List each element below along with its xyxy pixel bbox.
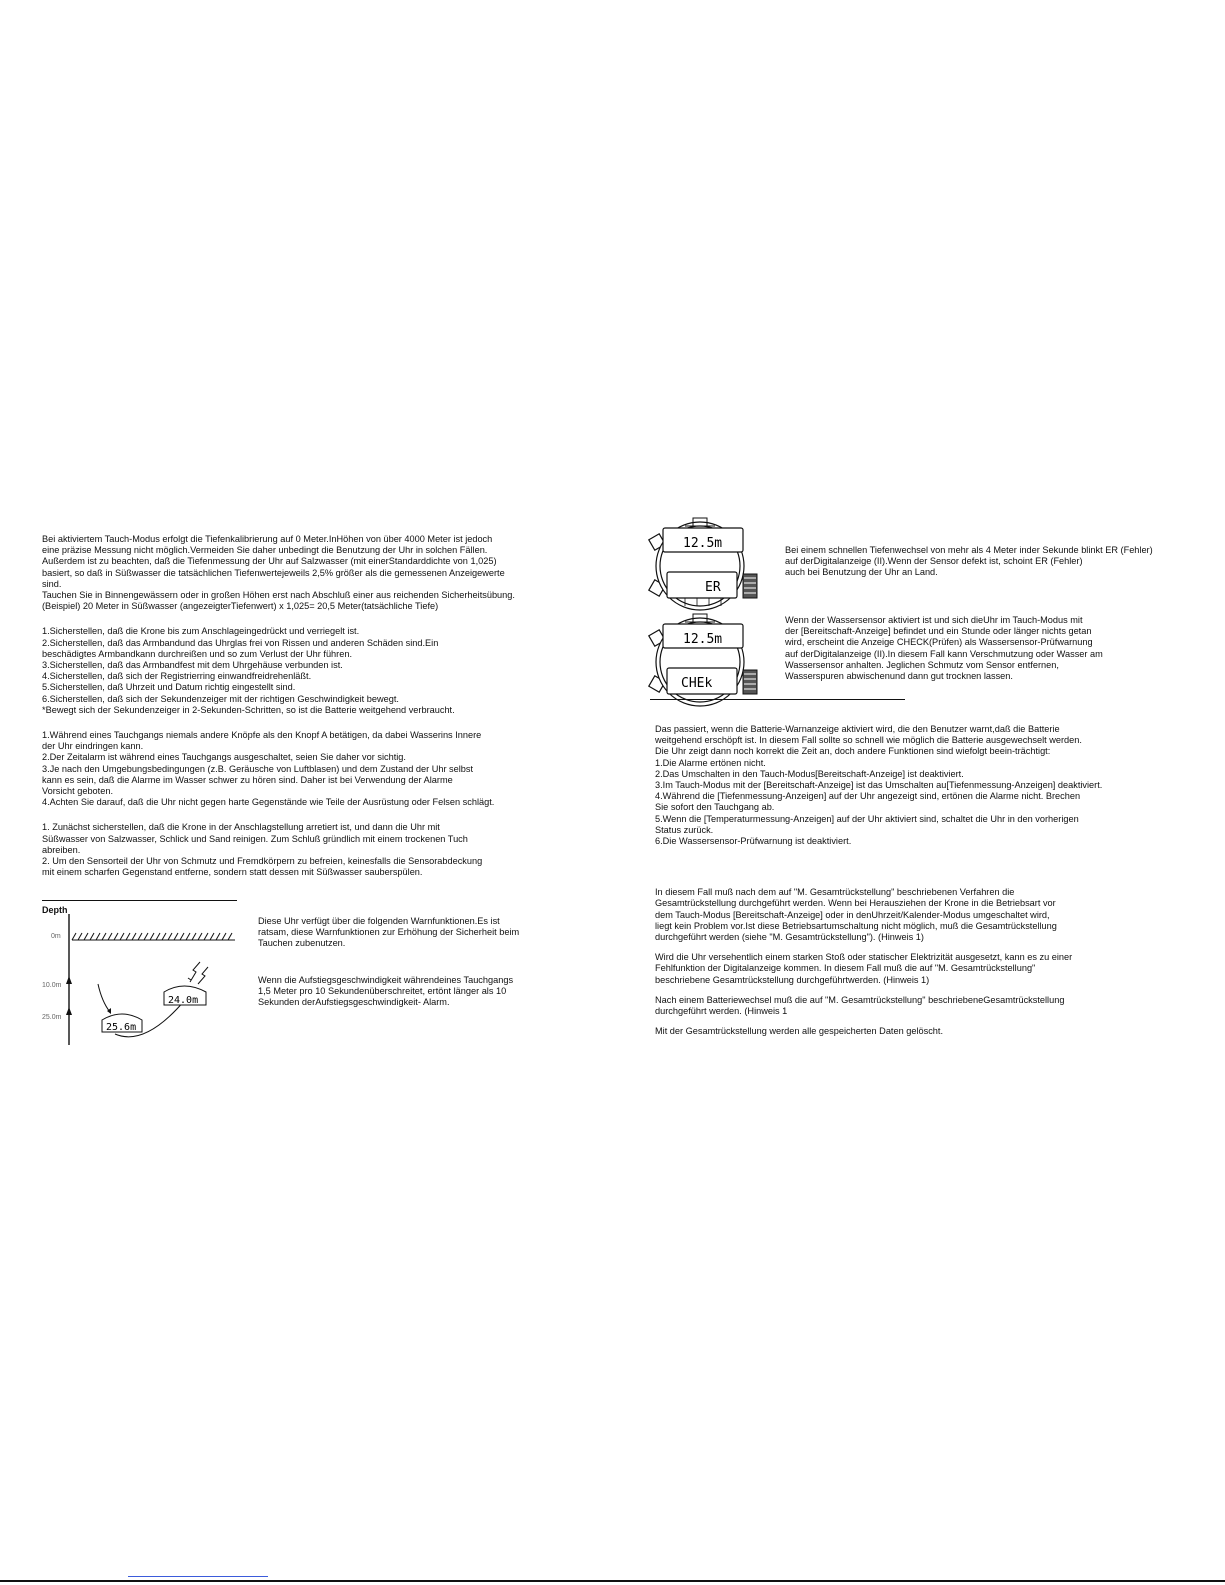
tick-10m: 10.0m <box>42 982 62 989</box>
during-dive-precautions: 1.Während eines Tauchgangs niemals andere Knöpfe als den Knopf A betätigen, da dabei Wasserins Innere der Uhr eindringen kann. 2.Der Zeitalarm ist während eines Tauchgangs ausgeschaltet, seien Sie daher vor sichtig. 3.Je nach den Umgebungsbedingungen (z.B. Geräusche von Luftblasen) und dem Zustand der Uhr selbst kann es sein, daß die Alarme im Wasser schwer zu hören sind. Daher ist bei Verwendung der Alarme Vorsicht geboten. 4.Achten Sie darauf, daß die Uhr nicht gegen harte Gegenstände wie Teile der Ausrüstung oder Felsen schlägt. <box>42 730 495 808</box>
lcd-reading-a <box>102 1014 142 1033</box>
error-warning-text: Bei einem schnellen Tiefenwechsel von mehr als 4 Meter inder Sekunde blinkt ER (Fehler) auf derDigitalanzeige (II).Wenn der Sensor defekt ist, schoint ER (Fehler) auch bei Benutzung der Uhr an Land. <box>785 545 1153 578</box>
watch1-bottom-value: ER <box>705 580 721 595</box>
left-column <box>42 534 572 878</box>
after-dive-care: 1. Zunächst sicherstellen, daß die Krone in der Anschlagstellung arretiert ist, und dann die Uhr mit Süßwasser von Salzwasser, Schlick und Sand reinigen. Zum Schluß gründlich mit einem trockenen Tuch abreiben. 2. Um den Sensorteil der Uhr von Schmutz und Fremdkörpern zu befreien, keinesfalls die Sensorabdeckung mit einem scharfen Gegenstand entferne, sondern statt dessen mit Süßwasser sauberspülen. <box>42 822 483 878</box>
watch2-bottom-value: CHEk <box>681 676 713 691</box>
lcd-b-value: 24.0m <box>168 995 199 1006</box>
pre-dive-checklist: 1.Sicherstellen, daß die Krone bis zum Anschlageingedrückt und verriegelt ist. 2.Sicherstellen, daß das Armbandund das Uhrglas frei von Rissen und anderen Schäden sind.Ein beschädigtes Armbandkann durchreißen und so zum Verlust der Uhr führen. 3.Sicherstellen, daß das Armbandfest mit dem Uhrgehäuse verbunden ist. 4.Sicherstellen, daß sich der Registrierring einwandfreidrehenläßt. 5.Sicherstellen, daß Uhrzeit und Datum richtig eingestellt sind. 6.Sicherstellen, daß sich der Sekundenzeiger mit der richtigen Geschwindigkeit bewegt. *Bewegt sich der Sekundenzeiger in 2-Sekunden-Schritten, so ist die Batterie weitgehend verbraucht. <box>42 626 455 715</box>
water-surface-icon <box>72 933 235 940</box>
watch1-top-value: 12.5m <box>683 536 723 551</box>
footer-link-underline <box>128 1576 268 1577</box>
battery-change-reset-text: Nach einem Batteriewechsel muß die auf "M. Gesamtrückstellung" beschriebeneGesamtrückstellung durchgeführt werden. (Hinweis 1 <box>655 994 1065 1017</box>
alarm-sound-icon <box>188 962 208 984</box>
reset-procedure-text: In diesem Fall muß nach dem auf "M. Gesamtrückstellung" beschriebenen Verfahren die Gesamtrückstellung durchgeführt werden. Wenn bei Herausziehen der Krone in die Betriebsart vor dem Tauch-Modus [Bereitschaft-Anzeige] oder in denUhrzeit/Kalender-Modus umgeschaltet wird, liegt kein Problem vor.Ist diese Betriebsartumschaltung nicht möglich, muß die Gesamtrückstellung durchgeführt werden (siehe "M. Gesamtrückstellung"). (Hinweis 1) <box>655 887 1057 943</box>
lcd-reading-b <box>164 986 206 1006</box>
lcd-a-value: 25.6m <box>106 1022 137 1033</box>
right-column <box>655 724 1215 1037</box>
depth-calibration-text: Bei aktiviertem Tauch-Modus erfolgt die Tiefenkalibrierung auf 0 Meter.InHöhen von über 4000 Meter ist jedoch eine präzise Messung nicht möglich.Vermeiden Sie daher unbedingt die Benutzung der Uhr in solchen Fällen. Außerdem ist zu beachten, daß die Tiefenmessung der Uhr auf Salzwasser (mit einerStandarddichte von 1,025) basiert, so daß in Süßwasser die tatsächlichen Tiefenwertejeweils 2,5% größer als die gemessenen Anzeigewerte sind. Tauchen Sie in Binnengewässern oder in großen Höhen erst nach Abschluß einer aus reichenden Sicherheitsübung. (Beispiel) 20 Meter in Süßwasser (angezeigterTiefenwert) x 1,025= 20,5 Meter(tatsächliche Tiefe) <box>42 534 515 612</box>
warning-functions-intro: Diese Uhr verfügt über die folgenden Warnfunktionen.Es ist ratsam, diese Warnfunktionen zur Erhöhung der Sicherheit beim Tauchen zubenutzen. <box>258 916 520 949</box>
watch-check-display-icon <box>645 612 770 712</box>
diagram-top-rule <box>42 900 237 901</box>
page-bottom-rule <box>0 1580 1225 1582</box>
ascent-rate-alarm-text: Wenn die Aufstiegsgeschwindigkeit währendeines Tauchgangs 1,5 Meter pro 10 Sekundenüberschreitet, ertönt länger als 10 Sekunden derAufstiegsgeschwindigkeit- Alarm. <box>258 975 514 1008</box>
battery-warning-text: Das passiert, wenn die Batterie-Warnanzeige aktiviert wird, die den Benutzer warnt,daß die Batterie weitgehend erschöpft ist. In diesem Fall sollte so schnell wie möglich die Batterie ausgewechselt werden. Die Uhr zeigt dann noch korrekt die Zeit an, doch andere Funktionen sind wiefolgt beein-trächtigt: 1.Die Alarme ertönen nicht. 2.Das Umschalten in den Tauch-Modus[Bereitschaft-Anzeige] ist deaktiviert. 3.Im Tauch-Modus mit der [Bereitschaft-Anzeige] ist das Umschalten au[Tiefenmessung-Anzeigen] deaktiviert. 4.Während die [Tiefenmessung-Anzeigen] auf der Uhr angezeigt sind, ertönen die Alarme nicht. Brechen Sie sofort den Tauchgang ab. 5.Wenn die [Temperaturmessung-Anzeigen] auf der Uhr aktiviert sind, schaltet die Uhr in den vorherigen Status zurück. 6.Die Wassersensor-Prüfwarnung ist deaktiviert. <box>655 724 1103 847</box>
static-shock-text: Wird die Uhr versehentlich einem starken Stoß oder statischer Elektrizität ausgesetzt, kann es zu einer Fehlfunktion der Digitalanzeige kommen. In diesem Fall muß die auf "M. Gesamtrückstellung" beschriebene Gesamtrückstellung durchgeführtwerden. (Hinweis 1) <box>655 952 1073 985</box>
watch-section-rule <box>650 699 905 700</box>
watch-error-display-icon <box>645 516 770 616</box>
depth-diagram <box>60 912 240 1047</box>
watch2-top-value: 12.5m <box>683 632 723 647</box>
data-cleared-text: Mit der Gesamtrückstellung werden alle gespeicherten Daten gelöscht. <box>655 1026 944 1037</box>
tick-25m: 25.0m <box>42 1014 62 1021</box>
check-warning-text: Wenn der Wassersensor aktiviert ist und sich dieUhr im Tauch-Modus mit der [Bereitschaft-Anzeige] befindet und ein Stunde oder länger nichts getan wird, erscheint die Anzeige CHECK(Prüfen) als Wassersensor-Prüfwarnung auf derDigitalanzeige (II).In diesem Fall kann Verschmutzung oder Wasser am Wassersensor anhalten. Jeglichen Schmutz vom Sensor entfernen, Wasserspuren abwischenund dann gut trocknen lassen. <box>785 615 1103 682</box>
depth-label: Depth <box>42 905 68 915</box>
tick-0m: 0m <box>51 933 61 940</box>
